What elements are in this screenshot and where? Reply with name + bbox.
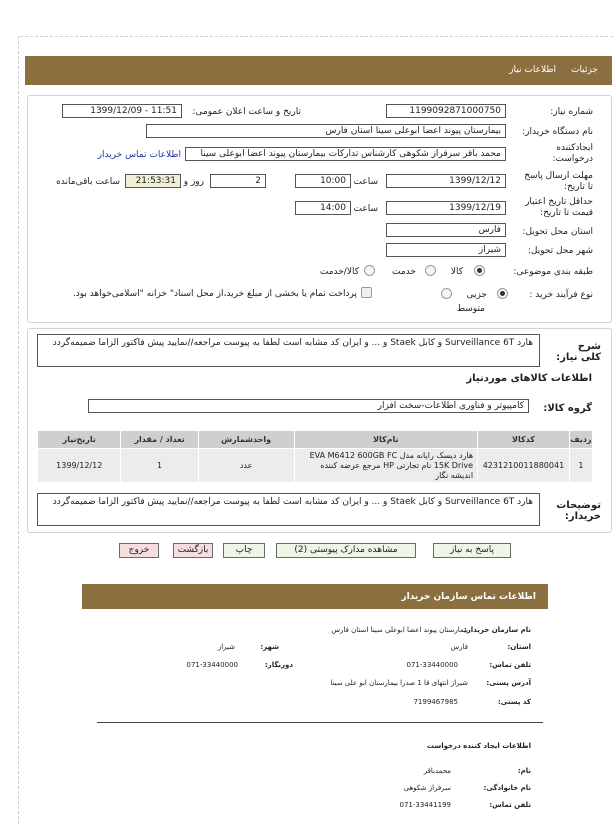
creator-label: ایجادکننده درخواست: [552,143,593,164]
category-goods-radio[interactable] [474,265,485,276]
cell-date: 1399/12/12 [38,449,121,483]
category-goods-service-radio[interactable] [364,265,375,276]
deadline-label: مهلت ارسال پاسخ تا تاریخ: [524,171,593,192]
col-unit: واحدشمارش [198,431,294,449]
contact-postal-label: کد پستی: [497,698,531,706]
contact-title: اطلاعات تماس سازمان خریدار [401,592,536,602]
category-service-radio[interactable] [425,265,436,276]
contact-city-label: شهر: [260,643,279,651]
top-divider [20,36,613,37]
cell-name: هارد دیسک رایانه مدل EVA M6412 600GB FC 15K Drive نام تجارتی HP مرجع عرضه کننده اندیشه نگار [294,449,478,483]
category-goods-service-label: کالا/خدمت [319,267,359,277]
province-label: استان محل تحویل: [522,227,593,237]
city-label: شهر محل تحویل: [527,246,593,256]
category-goods-label: کالا [450,267,463,277]
deadline-time-label: ساعت [353,177,378,187]
contact-address-label: آدرس پستی: [486,679,531,687]
category-service-label: خدمت [392,267,416,277]
buyer-org-label: نام دستگاه خریدار: [522,127,593,137]
cell-unit: عدد [198,449,294,483]
need-number-field[interactable]: 1199092871000750 [386,104,506,118]
buyer-org-field[interactable]: بیمارستان پیوند اعضا ابوعلی سینا استان فارس [146,124,506,138]
days-label: روز و [183,177,204,187]
process-medium-label: متوسط [456,304,485,314]
left-divider [18,36,19,824]
process-type-label: نوع فرآیند خرید : [529,290,593,300]
contact-org-value: بیمارستان پیوند اعضا ابوعلی سینا استان فارس [331,626,468,634]
contact-fax-label: دورنگار: [264,661,293,669]
goods-table [37,430,593,483]
contact-city-value: شیراز [217,643,235,651]
creator-name-value: محمدباقر [423,767,451,775]
back-button[interactable]: بازگشت [173,543,213,558]
exit-button[interactable]: خروج [119,543,159,558]
col-date: تاریخ‌نیاز [38,431,121,449]
province-field[interactable]: فارس [386,223,506,237]
contact-fax-value: 071-33440000 [186,661,238,669]
announce-date-label: تاریخ و ساعت اعلان عمومی: [192,107,301,117]
page-header-bar [25,56,612,85]
treasury-payment-note: پرداخت تمام یا بخشی از مبلغ خرید،از محل اسناد" خزانه "اسلامی‌خواهد بود. [72,289,357,299]
time-remaining-label: ساعت باقی‌مانده [56,177,120,187]
summary-text: هارد Surveillance 6T و کابل Staek و ... و ایران کد مشابه است لطفا به پیوست مراجعه//نمایید پیش فاکتور الزاما ضمیمه‌گردد [37,334,540,367]
tab-details[interactable]: جزئیات [571,65,598,75]
contact-province-value: فارس [450,643,468,651]
buyer-notes-label: توضیحات خریدار: [556,500,601,522]
table-row [38,449,593,483]
creator-phone-value: 071-33441199 [399,801,451,809]
validity-label: حداقل تاریخ اعتبار قیمت تا تاریخ: [525,197,593,218]
city-field[interactable]: شیراز [386,243,506,257]
time-remaining-field[interactable]: 21:53:31 [125,174,181,188]
print-button[interactable]: چاپ [223,543,265,558]
cell-qty: 1 [121,449,198,483]
creator-family-label: نام خانوادگی: [483,784,531,792]
creator-name-label: نام: [517,767,531,775]
validity-date-field[interactable]: 1399/12/19 [386,201,506,215]
creator-field[interactable]: محمد باقر سرفراز شکوهی کارشناس تداركات بیمارستان پیوند اعضا ابوعلی سینا [185,147,506,161]
contact-org-label: نام سازمان خریدار: [463,626,531,634]
validity-time-label: ساعت [353,204,378,214]
buyer-notes-text: هارد Surveillance 6T و کابل Staek و ... و ایران کد مشابه است لطفا به پیوست مراجعه//نمایید پیش فاکتور الزاما ضمیمه‌گردد [37,493,540,526]
deadline-time-field[interactable]: 10:00 [295,174,351,188]
need-number-label: شماره نیاز: [550,107,593,117]
contact-province-label: استان: [507,643,531,651]
validity-time-field[interactable]: 14:00 [295,201,351,215]
goods-group-label: گروه کالا: [543,403,592,414]
creator-info-title: اطلاعات ایجاد کننده درخواست [426,742,531,750]
summary-label: شرح کلی نیاز: [556,341,601,363]
col-code: کدکالا [478,431,570,449]
reply-button[interactable]: پاسخ به نیاز [433,543,511,558]
col-qty: تعداد / مقدار [121,431,198,449]
treasury-payment-checkbox[interactable] [361,287,372,298]
contact-postal-value: 7199467985 [413,698,458,706]
col-row: ردیف [569,431,592,449]
days-remaining-field[interactable]: 2 [210,174,266,188]
contact-phone-value: 071-33440000 [406,661,458,669]
contact-address-value: شیراز انتهای قا 1 صدرا بیمارستان ابو علی سینا [330,679,468,687]
view-attachments-button[interactable]: مشاهده مدارک پیوستی (2) [276,543,416,558]
announce-date-field[interactable]: 1399/12/09 - 11:51 [62,104,182,118]
deadline-date-field[interactable]: 1399/12/12 [386,174,506,188]
tab-need-info[interactable]: اطلاعات نیاز [509,65,556,75]
goods-group-field[interactable]: کامپیوتر و فناوری اطلاعات-سخت افزار [88,399,529,413]
contact-header-bar [82,584,548,609]
process-medium-radio[interactable] [441,288,452,299]
contact-phone-label: تلفن تماس: [489,661,531,669]
creator-phone-label: تلفن تماس: [489,801,531,809]
contact-divider [97,722,543,723]
process-partial-label: جزیی [466,290,487,300]
cell-row: 1 [569,449,592,483]
category-label: طبقه بندی موضوعی: [513,267,593,277]
process-partial-radio[interactable] [497,288,508,299]
buyer-contact-link[interactable]: اطلاعات تماس خریدار [97,150,181,160]
col-name: نام‌کالا [294,431,478,449]
goods-info-title: اطلاعات کالاهای موردنیاز [466,373,592,384]
cell-code: 4231210011880041 [478,449,570,483]
creator-family-value: سرفراز شکوهی [403,784,451,792]
